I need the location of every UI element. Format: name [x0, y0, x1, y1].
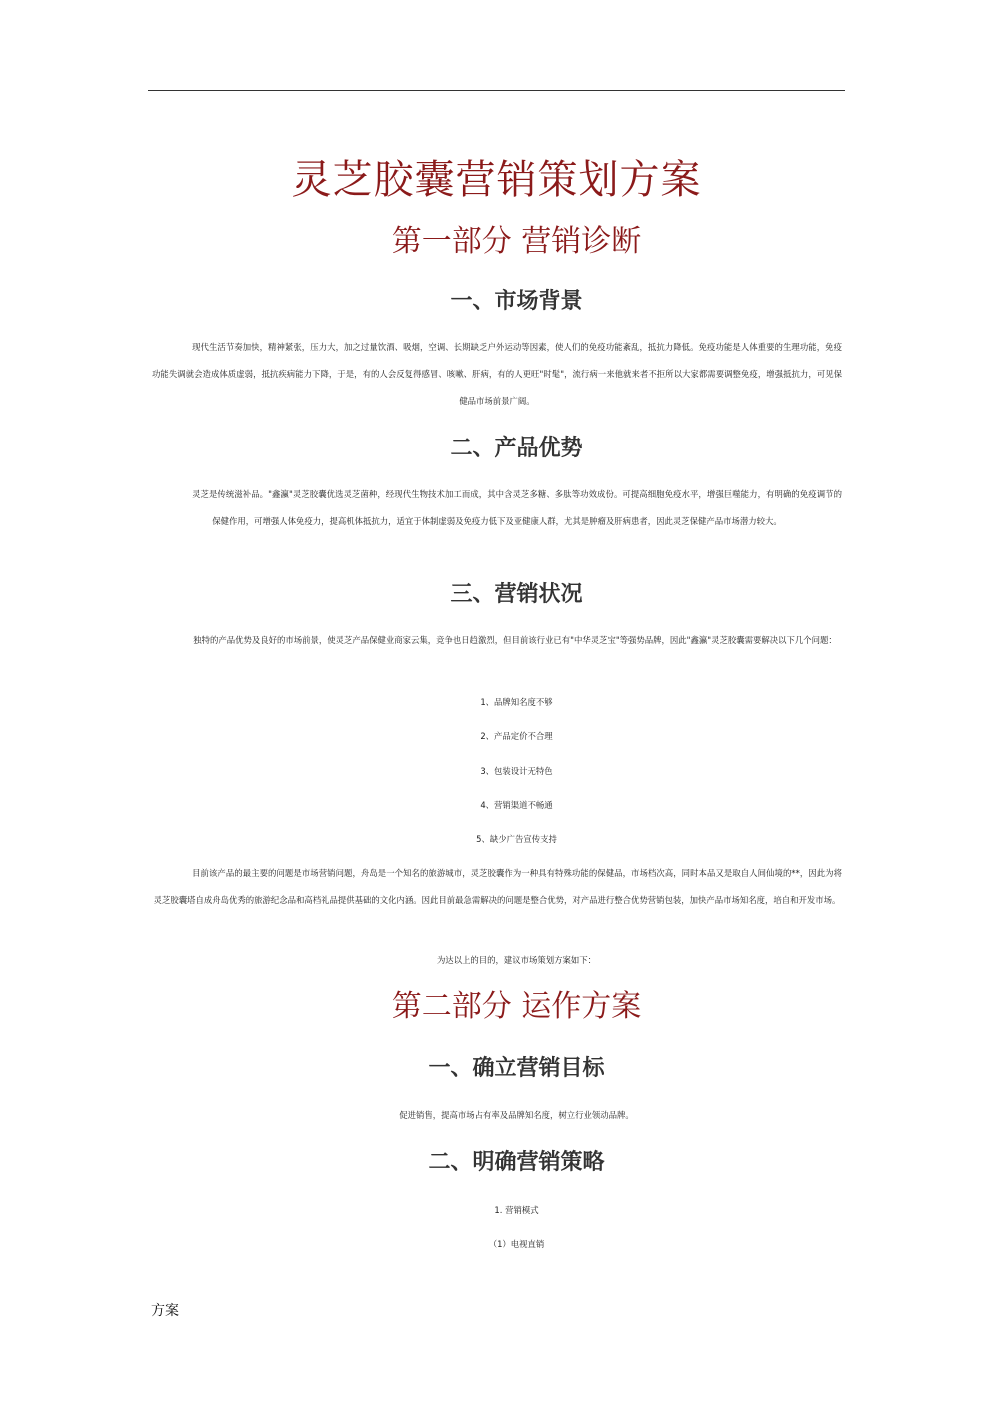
section-marketing-status-summary	[152, 860, 842, 914]
strategy-subheading: 1. 营销模式	[494, 1205, 539, 1215]
problem-item: 5、缺少广告宣传支持	[476, 834, 557, 844]
section-marketing-strategy-heading: 二、明确营销策略	[428, 1149, 605, 1175]
section-marketing-goal-heading: 一、确立营销目标	[428, 1055, 605, 1081]
section-product-advantage-heading: 二、产品优势	[450, 435, 583, 461]
market-background-body: 现代生活节奏加快，精神紧张，压力大，加之过量饮酒、吸烟，空调、长期缺乏户外运动等因素，使人们的免疫功能紊乱，抵抗力降低。免疫功能是人体重要的生理功能，免疫功能失调就会造成体质虚弱，抵抗疾病能力下降，于是，有的人会反复得感冒、咳嗽、肝病，有的人更旺"时髦"，流行病一来他就来者不拒所以大家都需要调整免疫，增强抵抗力，可见保健品市场前景广阔。	[152, 342, 842, 406]
marketing-status-summary-body: 目前该产品的最主要的问题是市场营销问题，舟岛是一个知名的旅游城市，灵芝胶囊作为一种具有特殊功能的保健品，市场档次高，同时本品又是取自人间仙境的**，因此为将灵芝胶囊塔自成舟岛优秀的旅游纪念品和高档礼品提供基础的文化内涵。因此目前最急需解决的问题是整合优势，对产品进行整合优势营销包装，加快产品市场知名度，培自和开发市场。	[153, 868, 842, 905]
product-advantage-body: 灵芝是传统滋补品。"鑫瀛"灵芝胶囊优选灵芝菌种，经现代生物技术加工而成，其中含灵芝多糖、多肽等功效成份。可提高细胞免疫水平，增强巨噬能力，有明确的免疫调节的保健作用，可增强人体免疫力，提高机体抵抗力，适宜于体制虚弱及免疫力低下及亚健康人群，尤其是肿瘤及肝病患者，因此灵芝保健产品市场潜力较大。	[192, 489, 842, 526]
problem-item: 2、产品定价不合理	[480, 731, 553, 741]
section-product-advantage-text	[152, 481, 842, 535]
part2-heading: 第二部分 运作方案	[391, 989, 642, 1024]
section-marketing-status-intro: 独特的产品优势及良好的市场前景，使灵芝产品保健业商家云集，竞争也日趋激烈，但目前该行业已有"中华灵芝宝"等强势品牌，因此"鑫瀛"灵芝胶囊需要解决以下几个问题：	[193, 635, 837, 645]
strategy-subitem: （1）电视直销	[488, 1239, 545, 1249]
problem-item: 3、包装设计无特色	[480, 766, 553, 776]
section-marketing-status-closing: 为达以上的目的，建议市场策划方案如下：	[436, 955, 597, 965]
problem-item: 1、品牌知名度不够	[480, 697, 553, 707]
part1-heading: 第一部分 营销诊断	[391, 224, 642, 259]
section-marketing-goal-text: 促进销售，提高市场占有率及品牌知名度，树立行业领动品牌。	[399, 1110, 634, 1120]
document-title: 灵芝胶囊营销策划方案	[291, 157, 702, 203]
header-rule	[148, 90, 845, 91]
section-market-background-text	[152, 334, 842, 415]
page-footer: 方案	[151, 1303, 179, 1319]
problem-item: 4、营销渠道不畅通	[480, 800, 553, 810]
section-market-background-heading: 一、市场背景	[450, 288, 583, 314]
section-marketing-status-heading: 三、营销状况	[450, 581, 583, 607]
